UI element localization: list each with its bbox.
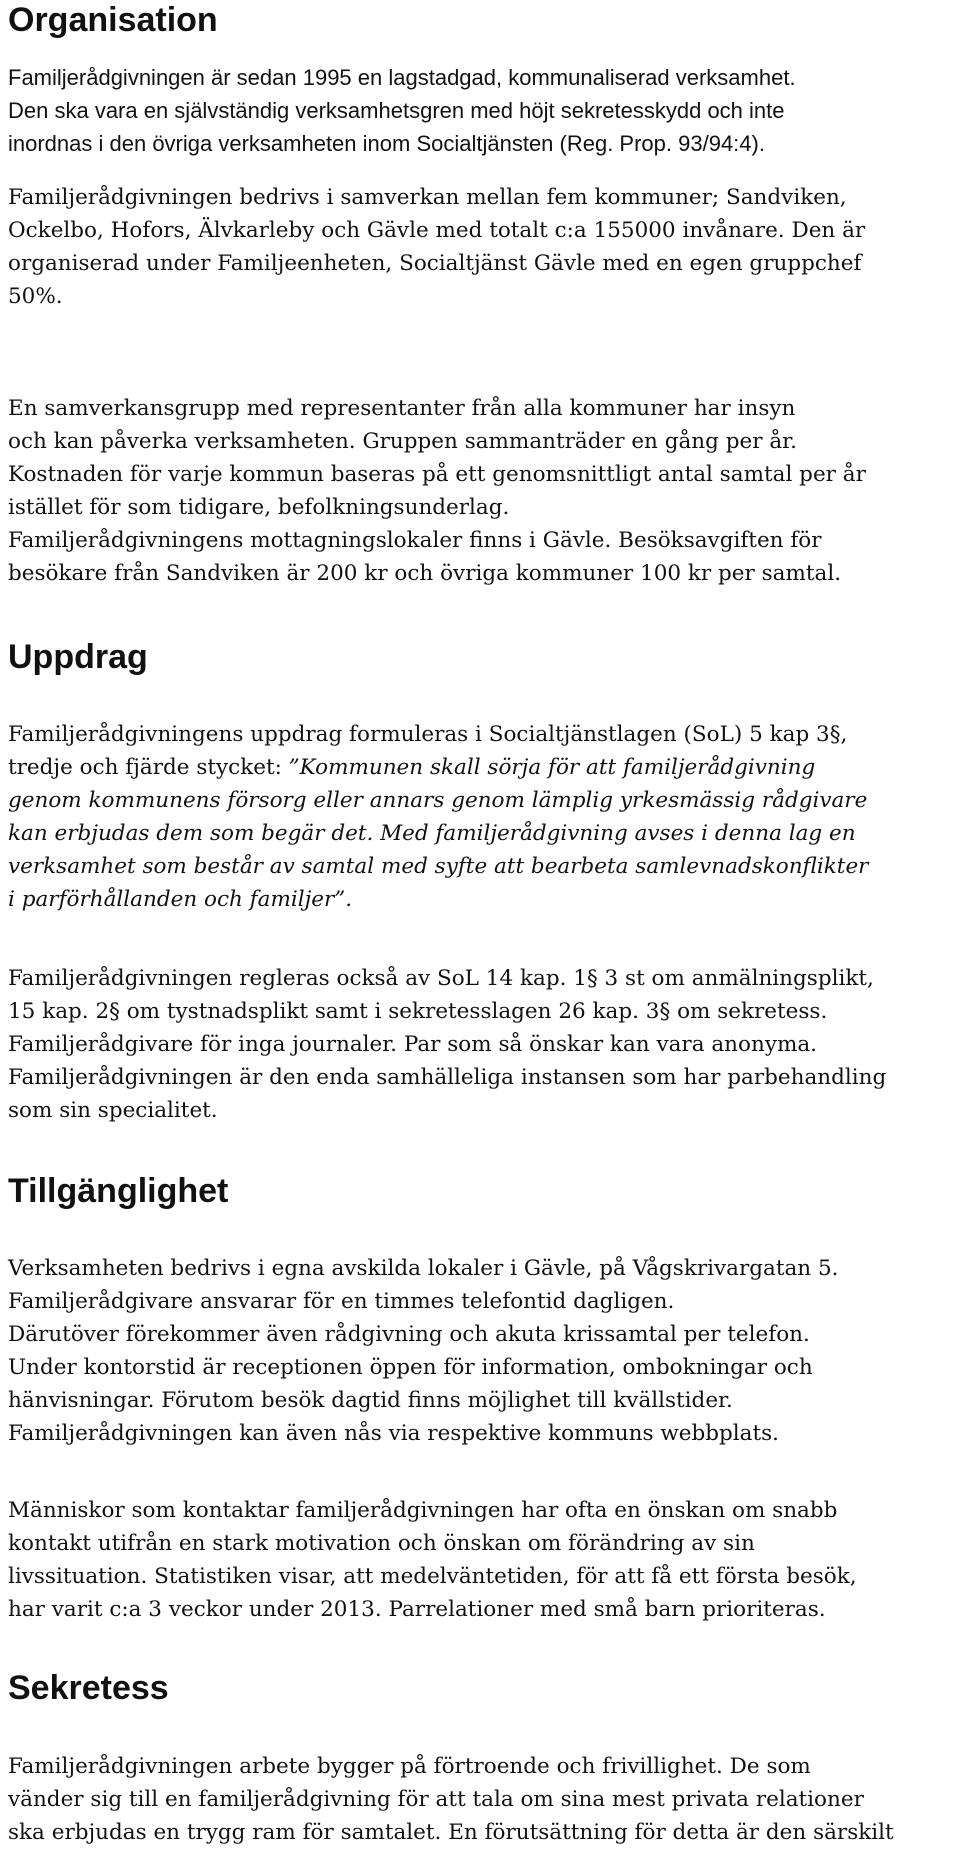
text-line: Familjerådgivningen arbete bygger på förtroende och frivillighet. De som xyxy=(8,1754,811,1779)
text-line: hänvisningar. Förutom besök dagtid finns möjlighet till kvällstider. xyxy=(8,1388,733,1413)
quote-line: genom kommunens försorg eller annars genom lämplig yrkesmässig rådgivare xyxy=(8,788,868,813)
text-line: Därutöver förekommer även rådgivning och akuta krissamtal per telefon. xyxy=(8,1322,810,1347)
section-heading-sekretess: Sekretess xyxy=(8,1669,169,1707)
text-line: livssituation. Statistiken visar, att medelväntetiden, för att få ett första besök, xyxy=(8,1564,857,1589)
section-heading-tillganglighet: Tillgänglighet xyxy=(8,1172,229,1210)
tillganglighet-paragraph-2 xyxy=(8,1494,958,1626)
text-line: besökare från Sandviken är 200 kr och övriga kommuner 100 kr per samtal. xyxy=(8,561,842,586)
organisation-paragraph-2 xyxy=(8,181,958,313)
text-line: Människor som kontaktar familjerådgivningen har ofta en önskan om snabb xyxy=(8,1498,838,1523)
organisation-paragraph-1 xyxy=(8,61,958,160)
text-line: Verksamheten bedrivs i egna avskilda lokaler i Gävle, på Vågskrivargatan 5. xyxy=(8,1256,839,1281)
text-line: ska erbjudas en trygg ram för samtalet. En förutsättning för detta är den särskilt xyxy=(8,1820,894,1845)
text-line: organiserad under Familjeenheten, Socialtjänst Gävle med en egen gruppchef xyxy=(8,251,862,276)
text-line: Familjerådgivningen regleras också av SoL 14 kap. 1§ 3 st om anmälningsplikt, xyxy=(8,966,874,991)
sekretess-paragraph-1 xyxy=(8,1750,958,1849)
text-line xyxy=(8,751,958,784)
section-heading-organisation: Organisation xyxy=(8,1,218,39)
quote-line: i parförhållanden och familjer”. xyxy=(8,887,353,912)
text-line: Under kontorstid är receptionen öppen för information, ombokningar och xyxy=(8,1355,813,1380)
text-line: Familjerådgivningen är den enda samhälleliga instansen som har parbehandling xyxy=(8,1065,887,1090)
tillganglighet-paragraph-1 xyxy=(8,1252,958,1450)
text-line: Den ska vara en självständig verksamhetsgren med höjt sekretesskydd och inte xyxy=(8,98,785,123)
text-line: Ockelbo, Hofors, Älvkarleby och Gävle med totalt c:a 155000 invånare. Den är xyxy=(8,218,866,243)
text-line: Familjerådgivare ansvarar för en timmes telefontid dagligen. xyxy=(8,1289,675,1314)
text-line: Kostnaden för varje kommun baseras på ett genomsnittligt antal samtal per år xyxy=(8,462,866,487)
organisation-paragraph-3 xyxy=(8,392,958,590)
text-line: och kan påverka verksamheten. Gruppen sammanträder en gång per år. xyxy=(8,429,797,454)
text-line: Familjerådgivningen är sedan 1995 en lagstadgad, kommunaliserad verksamhet. xyxy=(8,65,796,90)
text-line: som sin specialitet. xyxy=(8,1098,218,1123)
text-line: vänder sig till en familjerådgivning för att tala om sina mest privata relationer xyxy=(8,1787,864,1812)
text-line: Familjerådgivningen bedrivs i samverkan mellan fem kommuner; Sandviken, xyxy=(8,185,847,210)
text-line: En samverkansgrupp med representanter från alla kommuner har insyn xyxy=(8,396,796,421)
section-heading-uppdrag: Uppdrag xyxy=(8,638,148,676)
text-line: Familjerådgivningen kan även nås via respektive kommuns webbplats. xyxy=(8,1421,779,1446)
text-line: 15 kap. 2§ om tystnadsplikt samt i sekretesslagen 26 kap. 3§ om sekretess. xyxy=(8,999,828,1024)
text-line: inordnas i den övriga verksamheten inom Socialtjänsten (Reg. Prop. 93/94:4). xyxy=(8,131,765,156)
text-line: kontakt utifrån en stark motivation och önskan om förändring av sin xyxy=(8,1531,755,1556)
text-line: 50%. xyxy=(8,284,63,309)
text-line: Familjerådgivningens mottagningslokaler finns i Gävle. Besöksavgiften för xyxy=(8,528,822,553)
text-segment: tredje och fjärde stycket: xyxy=(8,755,289,780)
text-line: har varit c:a 3 veckor under 2013. Parrelationer med små barn prioriteras. xyxy=(8,1597,826,1622)
quote-line: verksamhet som består av samtal med syfte att bearbeta samlevnadskonflikter xyxy=(8,854,869,879)
quote-segment: ”Kommunen skall sörja för att familjerådgivning xyxy=(288,755,816,780)
text-line: Familjerådgivningens uppdrag formuleras i Socialtjänstlagen (SoL) 5 kap 3§, xyxy=(8,722,848,747)
text-line: Familjerådgivare för inga journaler. Par som så önskar kan vara anonyma. xyxy=(8,1032,818,1057)
quote-line: kan erbjudas dem som begär det. Med familjerådgivning avses i denna lag en xyxy=(8,821,856,846)
uppdrag-paragraph-2 xyxy=(8,962,958,1127)
text-line: istället för som tidigare, befolkningsunderlag. xyxy=(8,495,510,520)
uppdrag-paragraph-1 xyxy=(8,718,958,916)
